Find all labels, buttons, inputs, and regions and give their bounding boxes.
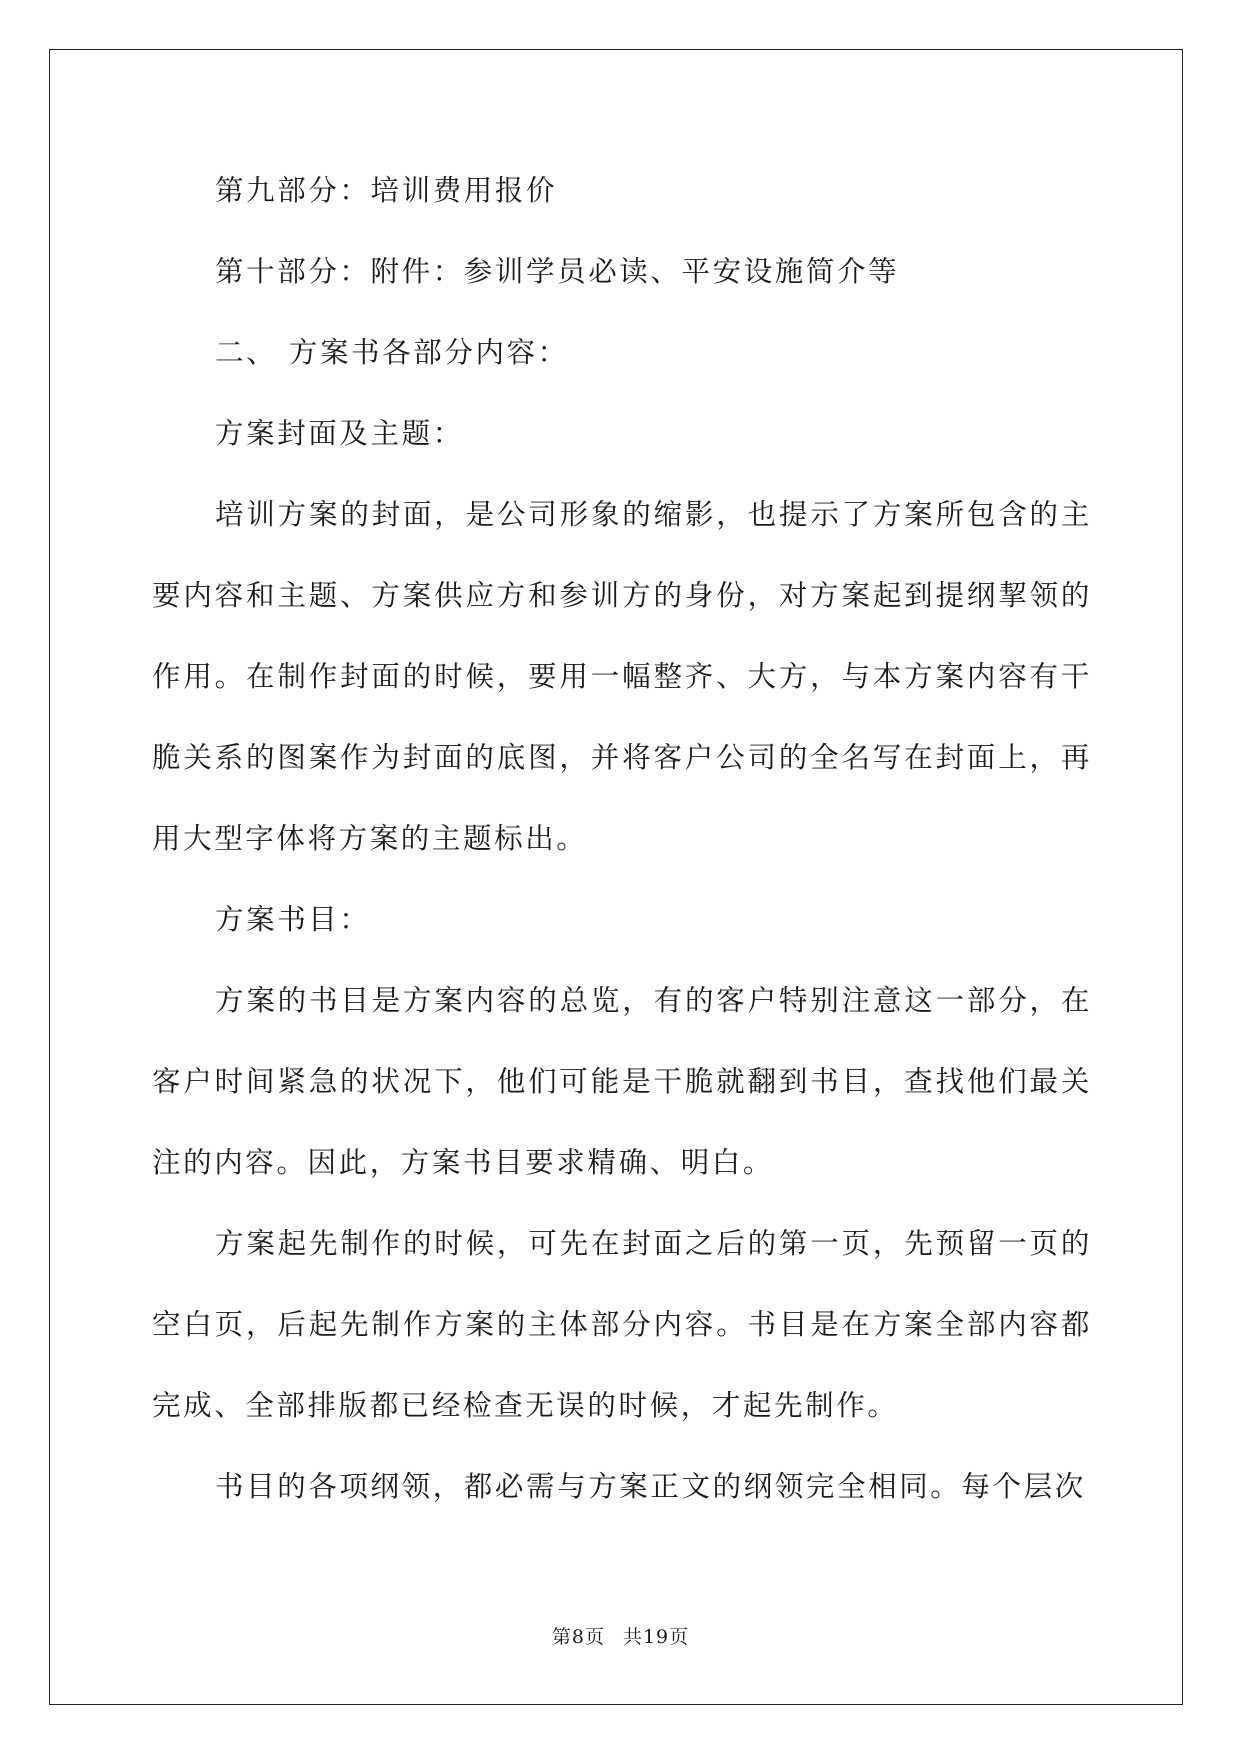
paragraph: 培训方案的封面，是公司形象的缩影，也提示了方案所包含的主要内容和主题、方案供应方和参训方的身份，对方案起到提纲挈领的作用。在制作封面的时候，要用一幅整齐、大方，与本方案内容有干脆关系的图案作为封面的底图，并将客户公司的全名写在封面上，再用大型字体将方案的主题标出。 — [152, 498, 1092, 855]
paragraph: 第十部分：附件：参训学员必读、平安设施简介等 — [215, 255, 900, 288]
page-total: 共19页 — [622, 1626, 690, 1648]
paragraph: 第九部分：培训费用报价 — [215, 174, 558, 207]
section-heading: 二、 方案书各部分内容： — [215, 336, 569, 369]
page-footer — [0, 1622, 1241, 1649]
document-body — [152, 150, 1092, 1527]
paragraph: 书目的各项纲领，都必需与方案正文的纲领完全相同。每个层次 — [215, 1470, 1086, 1503]
page-number: 第8页 — [551, 1626, 605, 1648]
subsection-heading: 方案封面及主题： — [215, 417, 464, 450]
subsection-heading: 方案书目： — [215, 903, 371, 936]
paragraph: 方案起先制作的时候，可先在封面之后的第一页，先预留一页的空白页，后起先制作方案的主体部分内容。书目是在方案全部内容都完成、全部排版都已经检查无误的时候，才起先制作。 — [152, 1227, 1092, 1422]
paragraph: 方案的书目是方案内容的总览，有的客户特别注意这一部分，在客户时间紧急的状况下，他们可能是干脆就翻到书目，查找他们最关注的内容。因此，方案书目要求精确、明白。 — [152, 984, 1092, 1179]
